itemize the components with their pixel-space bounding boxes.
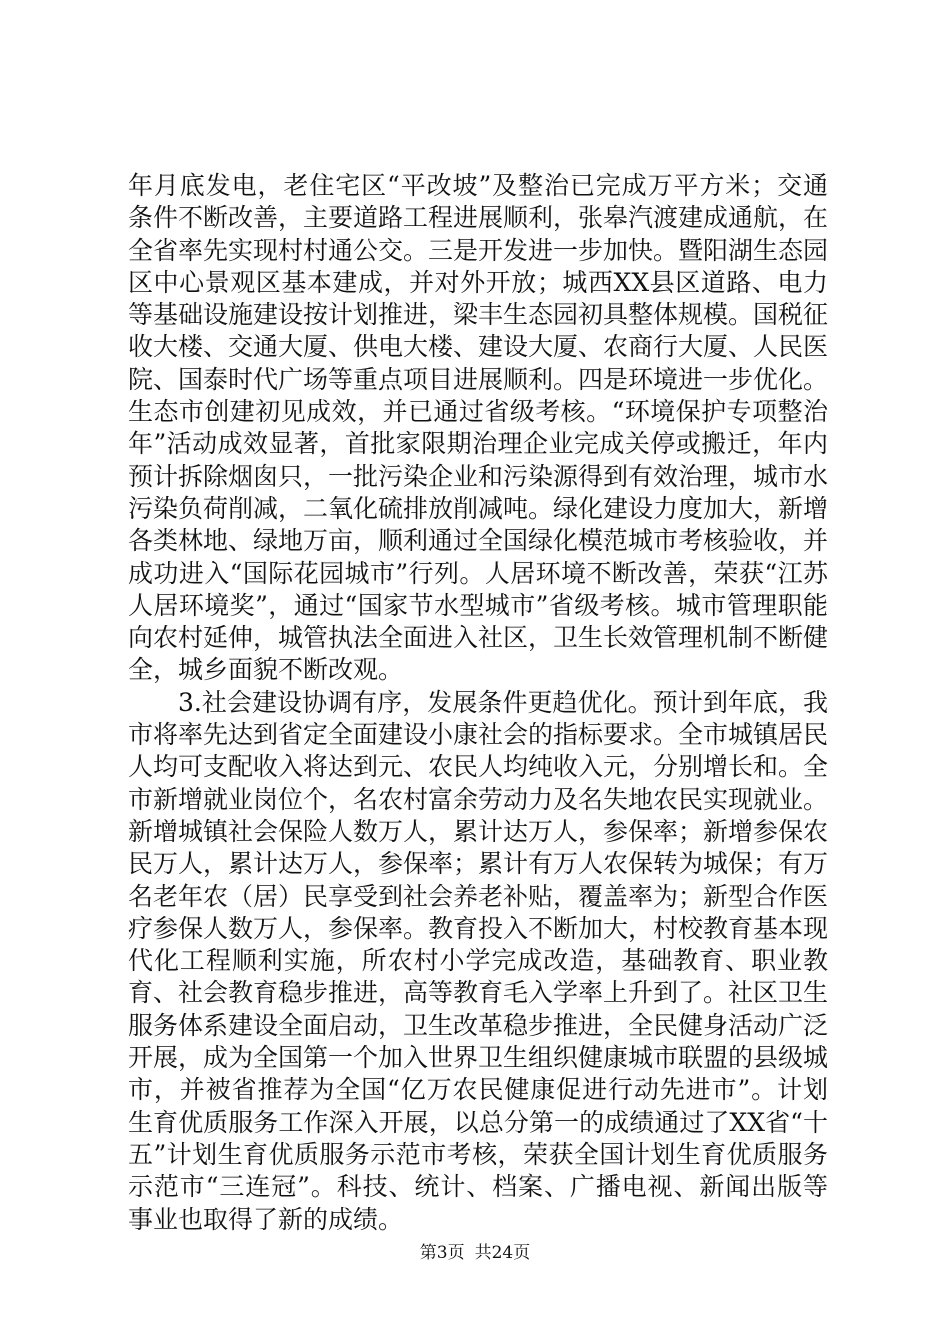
page-total: 共24页 (474, 1243, 531, 1263)
page-number: 第3页 (419, 1243, 465, 1263)
paragraph: 3.社会建设协调有序，发展条件更趋优化。预计到年底，我市将率先达到省定全面建设小康社会的指标要求。全市城镇居民人均可支配收入将达到元、农民人均纯收入元，分别增长和。全市新增就业岗位个，名农村富余劳动力及名失地农民实现就业。新增城镇社会保险人数万人，累计达万人，参保率；新增参保农民万人，累计达万人，参保率；累计有万人农保转为城保；有万名老年农（居）民享受到社会养老补贴，覆盖率为；新型合作医疗参保人数万人，参保率。教育投入不断加大，村校教育基本现代化工程顺利实施，所农村小学完成改造，基础教育、职业教育、社会教育稳步推进，高等教育毛入学率上升到了。社区卫生服务体系建设全面启动，卫生改革稳步推进，全民健身活动广泛开展，成为全国第一个加入世界卫生组织健康城市联盟的县级城市，并被省推荐为全国“亿万农民健康促进行动先进市”。计划生育优质服务工作深入开展，以总分第一的成绩通过了XX省“十五”计划生育优质服务示范市考核，荣获全国计划生育优质服务示范市“三连冠”。科技、统计、档案、广播电视、新闻出版等事业也取得了新的成绩。 (128, 687, 829, 1234)
document-body (128, 170, 828, 1236)
page-footer (0, 1241, 950, 1265)
paragraph: 年月底发电，老住宅区“平改坡”及整治已完成万平方米；交通条件不断改善，主要道路工程进展顺利，张皋汽渡建成通航，在全省率先实现村村通公交。三是开发进一步加快。暨阳湖生态园区中心景观区基本建成，并对外开放；城西XX县区道路、电力等基础设施建设按计划推进，梁丰生态园初具整体规模。国税征收大楼、交通大厦、供电大楼、建设大厦、农商行大厦、人民医院、国泰时代广场等重点项目进展顺利。四是环境进一步优化。生态市创建初见成效，并已通过省级考核。“环境保护专项整治年”活动成效显著，首批家限期治理企业完成关停或搬迁，年内预计拆除烟囱只，一批污染企业和污染源得到有效治理，城市水污染负荷削减，二氧化硫排放削减吨。绿化建设力度加大，新增各类林地、绿地万亩，顺利通过全国绿化模范城市考核验收，并成功进入“国际花园城市”行列。人居环境不断改善，荣获“江苏人居环境奖”，通过“国家节水型城市”省级考核。城市管理职能向农村延伸，城管执法全面进入社区，卫生长效管理机制不断健全，城乡面貌不断改观。 (128, 171, 829, 685)
